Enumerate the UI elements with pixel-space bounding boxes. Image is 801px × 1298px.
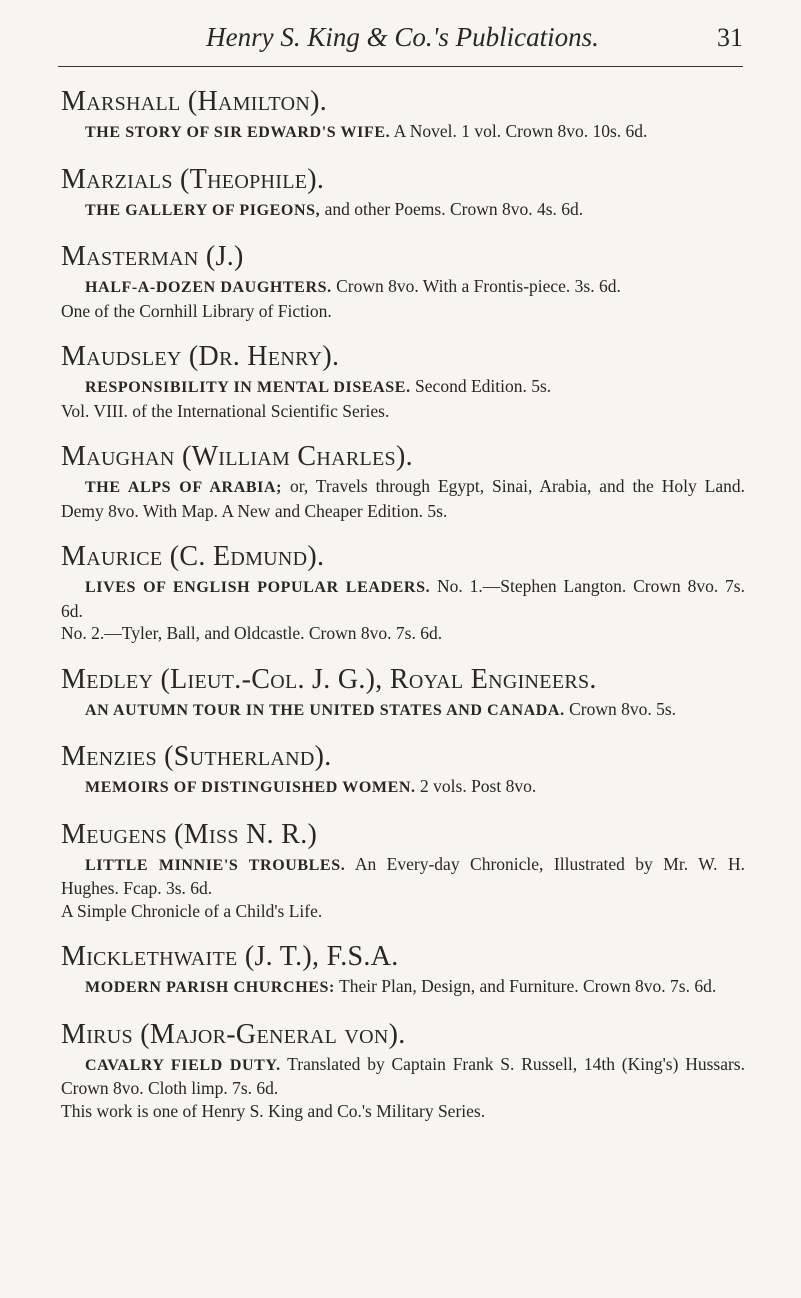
entry-details: Their Plan, Design, and Furniture. Crown 8vo. 7s. 6d. (339, 976, 717, 996)
entry-details: Second Edition. 5s. (415, 376, 552, 396)
catalogue-entry (61, 84, 745, 145)
author-heading: Medley (Lieut.-Col. J. G.), Royal Engineers. (61, 663, 597, 695)
work-title: LITTLE MINNIE'S TROUBLES. (85, 856, 346, 874)
entry-body (61, 475, 745, 522)
entry-note: Vol. VIII. of the International Scientific Series. (61, 400, 390, 421)
work-title: RESPONSIBILITY IN MENTAL DISEASE. (85, 379, 411, 396)
work-title: MODERN PARISH CHURCHES: (85, 979, 335, 996)
catalogue-entry (61, 339, 745, 422)
entry-details: Translated by Captain Frank S. Russell, 14th (King's) Hussars. Crown 8vo. Cloth limp. 7s. 6d. (61, 1053, 745, 1098)
entry-body (61, 198, 745, 223)
entry-body (61, 698, 745, 723)
page-number: 31 (717, 23, 743, 52)
work-title: LIVES OF ENGLISH POPULAR LEADERS. (85, 579, 431, 596)
catalogue-entry (61, 939, 745, 1000)
header-rule (58, 66, 743, 67)
work-title: THE STORY OF SIR EDWARD'S WIFE. (85, 124, 391, 141)
catalogue-entry (61, 239, 745, 322)
running-header (58, 22, 743, 62)
entry-body (61, 120, 745, 145)
entry-body (61, 775, 745, 800)
catalogue-entries (61, 84, 745, 1139)
entry-body (61, 853, 745, 923)
entry-body (61, 375, 745, 422)
author-heading: Maurice (C. Edmund). (61, 541, 325, 572)
entry-note: One of the Cornhill Library of Fiction. (61, 300, 332, 321)
entry-details: 2 vols. Post 8vo. (420, 776, 537, 796)
author-heading: Marzials (Theophile). (61, 163, 325, 195)
entry-details: and other Poems. Crown 8vo. 4s. 6d. (324, 198, 584, 219)
entry-body (61, 975, 745, 1000)
catalogue-entry (61, 817, 745, 923)
work-title: CAVALRY FIELD DUTY. (85, 1056, 281, 1074)
work-title: MEMOIRS OF DISTINGUISHED WOMEN. (85, 779, 416, 796)
author-heading: Marshall (Hamilton). (61, 86, 328, 117)
entry-details: or, Travels through Egypt, Sinai, Arabia, and the Holy Land. Demy 8vo. With Map. A New and Cheaper Edition. 5s. (61, 476, 745, 521)
work-title: AN AUTUMN TOUR IN THE UNITED STATES AND CANADA. (85, 701, 565, 719)
entry-body (61, 1053, 745, 1123)
catalogue-entry (61, 539, 745, 645)
entry-details: No. 1.—Stephen Langton. Crown 8vo. 7s. 6d. (61, 576, 745, 621)
work-title: HALF-A-DOZEN DAUGHTERS. (85, 279, 332, 296)
author-heading: Micklethwaite (J. T.), F.S.A. (61, 941, 399, 972)
entry-note: A Simple Chronicle of a Child's Life. (61, 900, 323, 921)
work-title: THE ALPS OF ARABIA; (85, 479, 283, 496)
work-title: THE GALLERY OF PIGEONS, (85, 201, 321, 219)
entry-details: An Every-day Chronicle, Illustrated by Mr. W. H. Hughes. Fcap. 3s. 6d. (61, 853, 745, 898)
author-heading: Meugens (Miss N. R.) (61, 818, 318, 850)
author-heading: Maughan (William Charles). (61, 441, 413, 472)
author-heading: Menzies (Sutherland). (61, 741, 332, 772)
running-title: Henry S. King & Co.'s Publications. (206, 22, 599, 52)
catalogue-entry (61, 739, 745, 800)
author-heading: Maudsley (Dr. Henry). (61, 341, 340, 372)
catalogue-entry (61, 162, 745, 223)
entry-note: This work is one of Henry S. King and Co.'s Military Series. (61, 1100, 486, 1121)
entry-details: Crown 8vo. 5s. (569, 698, 677, 719)
entry-body (61, 275, 745, 322)
entry-details: A Novel. 1 vol. Crown 8vo. 10s. 6d. (393, 121, 648, 141)
author-heading: Mirus (Major-General von). (61, 1018, 406, 1050)
entry-body (61, 575, 745, 645)
catalogue-entry (61, 439, 745, 522)
entry-details: Crown 8vo. With a Frontis-piece. 3s. 6d. (336, 276, 621, 296)
catalogue-entry (61, 1017, 745, 1123)
author-heading: Masterman (J.) (61, 241, 244, 272)
entry-note: No. 2.—Tyler, Ball, and Oldcastle. Crown 8vo. 7s. 6d. (61, 623, 443, 643)
catalogue-entry (61, 662, 745, 723)
